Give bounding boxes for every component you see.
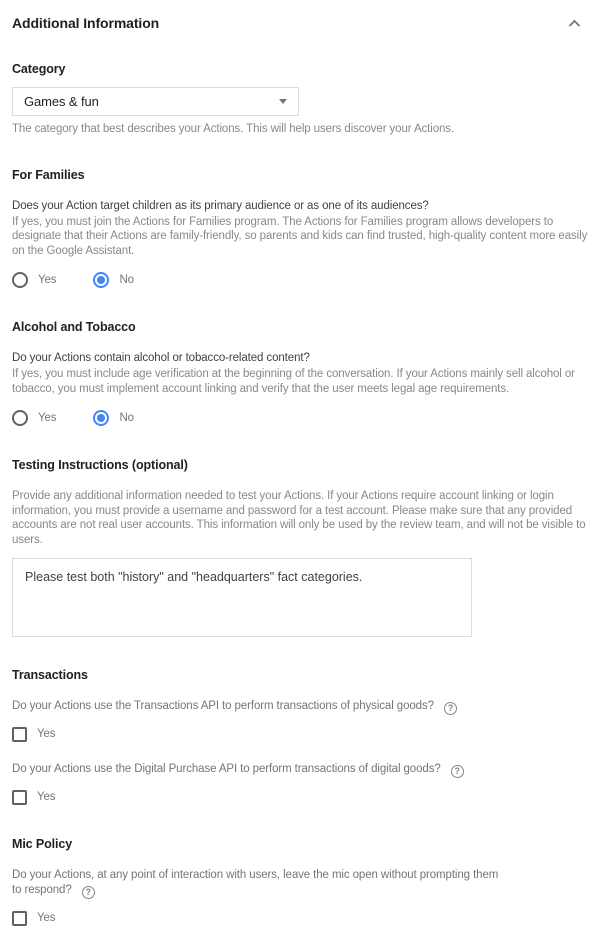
radio-no-label: No (119, 412, 134, 424)
checkbox-yes-label: Yes (37, 728, 56, 740)
for-families-radio-group (12, 271, 593, 289)
mic-policy-question (12, 868, 504, 899)
testing-instructions-input[interactable] (12, 558, 472, 637)
panel-header (12, 15, 593, 31)
checkbox-unchecked-icon (12, 727, 27, 742)
transactions-digital-checkbox-row (12, 788, 593, 806)
category-label: Category (12, 62, 66, 76)
alcohol-tobacco-description: If yes, you must include age verification at the beginning of the conversation. If your Actions mainly sell alcohol or tobacco, you must implement account linking and verify that the user meets legal age requirements. (12, 368, 575, 395)
category-selected-value: Games & fun (24, 94, 99, 109)
transactions-question-physical-text: Do your Actions use the Transactions API to perform transactions of physical goods? (12, 700, 434, 712)
checkbox-unchecked-icon (12, 790, 27, 805)
radio-checked-icon (93, 410, 109, 426)
category-helper-text: The category that best describes your Actions. This will help users discover your Actions. (12, 123, 455, 135)
chevron-up-icon (568, 19, 581, 28)
transactions-physical-checkbox[interactable] (12, 727, 55, 742)
radio-no-label: No (119, 274, 134, 286)
for-families-question: Does your Action target children as its primary audience or as one of its audiences? (12, 199, 429, 212)
radio-unchecked-icon (12, 272, 28, 288)
checkbox-yes-label: Yes (37, 791, 56, 803)
category-select[interactable] (12, 87, 299, 116)
checkbox-yes-label: Yes (37, 912, 56, 924)
mic-policy-question-text: Do your Actions, at any point of interaction with users, leave the mic open without prompting them to respond? (12, 869, 499, 896)
alcohol-tobacco-question: Do your Actions contain alcohol or tobacco-related content? (12, 352, 310, 364)
help-icon[interactable]: ? (444, 702, 457, 715)
transactions-question-physical (12, 699, 593, 715)
radio-yes-label: Yes (38, 412, 57, 424)
radio-unchecked-icon (12, 410, 28, 426)
transactions-section (12, 668, 593, 806)
for-families-radio-yes[interactable] (12, 272, 56, 288)
dropdown-caret-icon (279, 99, 287, 104)
checkbox-unchecked-icon (12, 911, 27, 926)
alcohol-tobacco-section (12, 320, 593, 427)
for-families-section (12, 168, 593, 290)
mic-policy-section (12, 837, 593, 927)
collapse-section-button[interactable] (562, 17, 587, 30)
radio-checked-icon (93, 272, 109, 288)
testing-instructions-description: Provide any additional information needed to test your Actions. If your Actions require account linking or login information, you must provide a username and password for a test account. Please make sure that any provided accounts are not real user accounts. This information will only be used by the review team, and will not be visible to users. (12, 490, 586, 546)
mic-policy-checkbox-row (12, 909, 593, 927)
help-icon[interactable]: ? (451, 765, 464, 778)
alcohol-tobacco-radio-yes[interactable] (12, 410, 56, 426)
transactions-question-digital-text: Do your Actions use the Digital Purchase API to perform transactions of digital goods? (12, 763, 441, 775)
radio-yes-label: Yes (38, 274, 57, 286)
category-field (12, 62, 593, 137)
panel-title: Additional Information (12, 15, 160, 31)
alcohol-tobacco-radio-no[interactable] (93, 410, 134, 426)
for-families-radio-no[interactable] (93, 272, 134, 288)
transactions-digital-checkbox[interactable] (12, 790, 55, 805)
for-families-heading: For Families (12, 167, 85, 182)
mic-policy-heading: Mic Policy (12, 837, 73, 851)
transactions-heading: Transactions (12, 668, 88, 682)
testing-instructions-section (12, 458, 593, 637)
mic-policy-checkbox[interactable] (12, 911, 55, 926)
alcohol-tobacco-heading: Alcohol and Tobacco (12, 320, 136, 334)
testing-instructions-heading: Testing Instructions (optional) (12, 458, 188, 472)
transactions-question-digital (12, 762, 593, 778)
transactions-physical-checkbox-row (12, 725, 593, 743)
for-families-description: If yes, you must join the Actions for Families program. The Actions for Families program allows developers to designate that their Actions are family-friendly, so parents and kids can find trusted, high-quality content more easily on the Google Assistant. (12, 215, 588, 257)
alcohol-tobacco-radio-group (12, 409, 593, 427)
help-icon[interactable]: ? (82, 886, 95, 899)
